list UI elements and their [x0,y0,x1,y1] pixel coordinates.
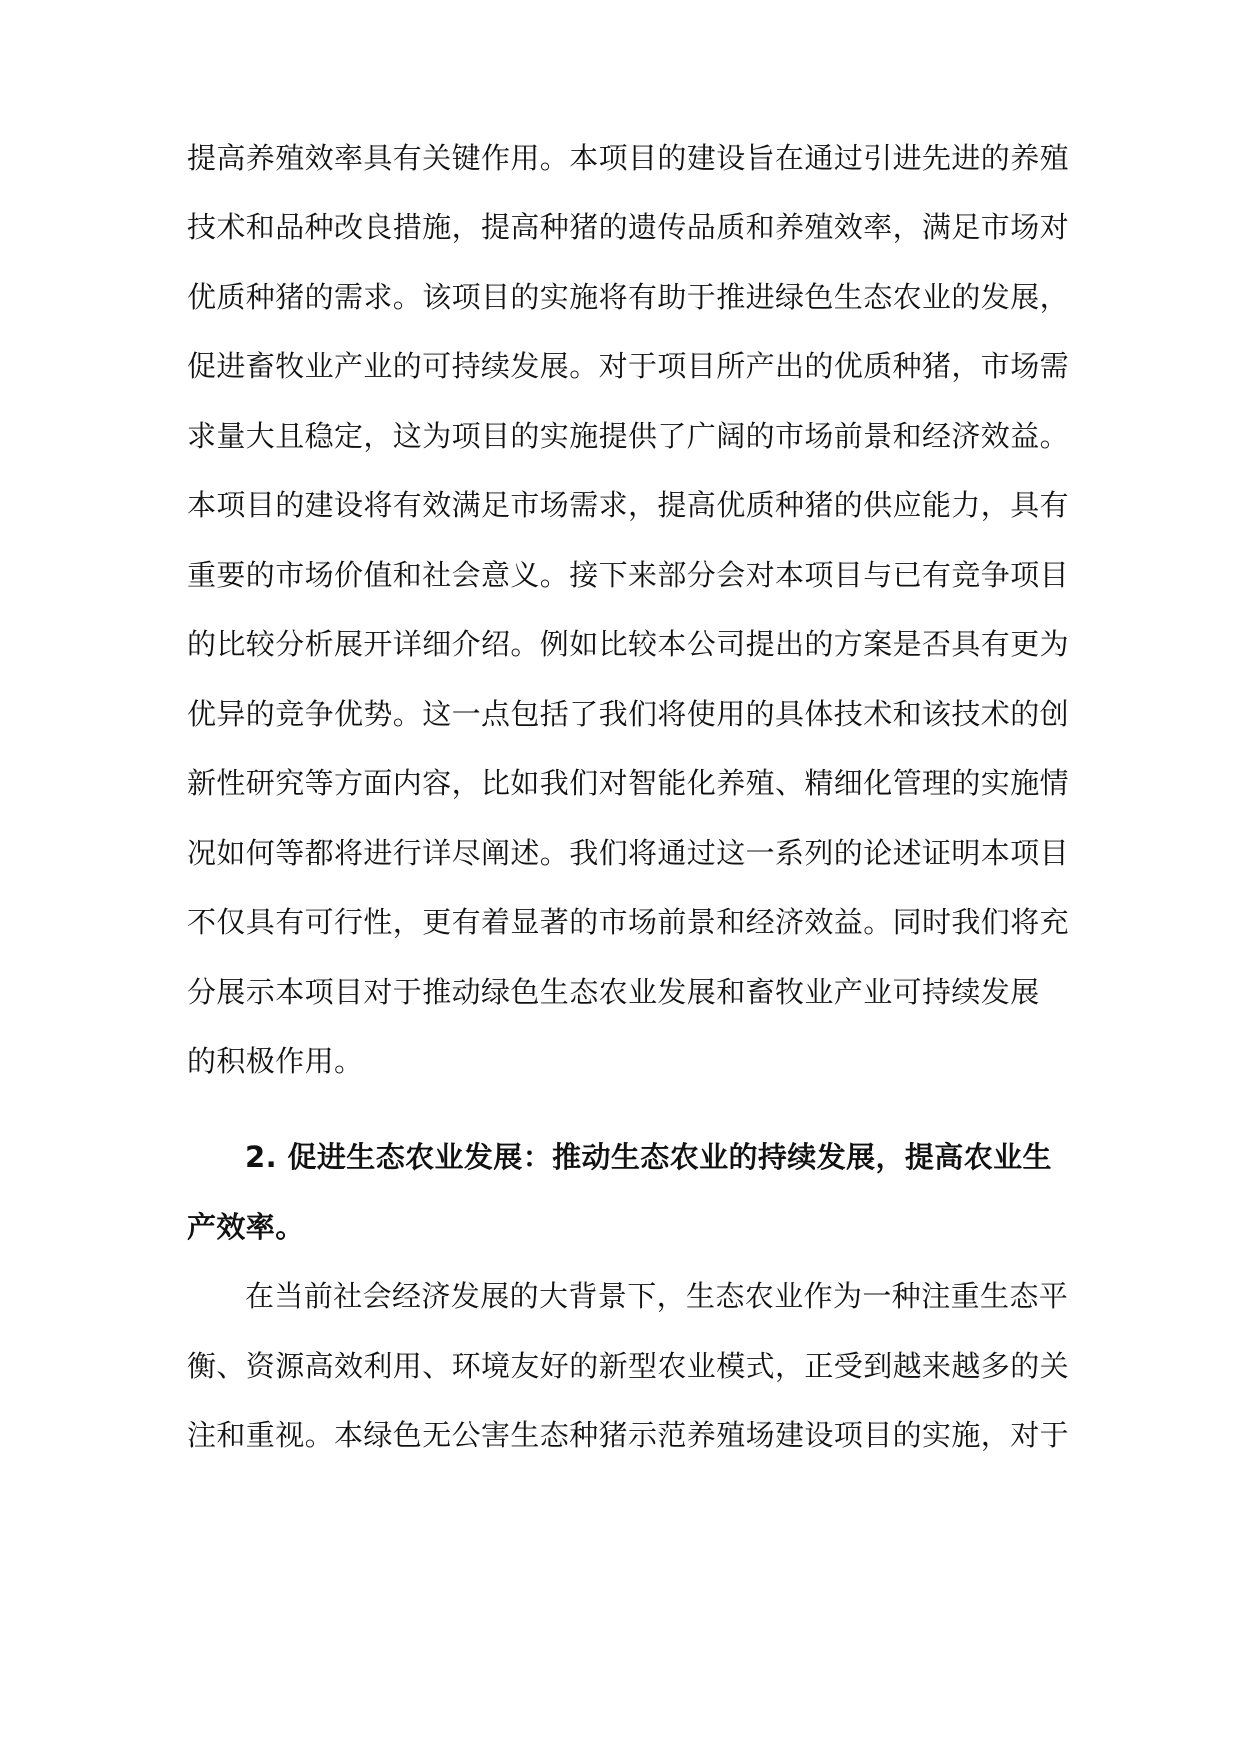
paragraph1-line-13: 分展示本项目对于推动绿色生态农业发展和畜牧业产业可持续发展 [187,975,1040,1009]
paragraph1-line-12: 不仅具有可行性，更有着显著的市场前景和经济效益。同时我们将充 [187,905,1070,939]
paragraph1-line-8: 的比较分析展开详细介绍。例如比较本公司提出的方案是否具有更为 [187,627,1070,661]
paragraph1-line-2: 技术和品种改良措施，提高种猪的遗传品质和养殖效率，满足市场对 [187,210,1070,244]
paragraph2-line-2: 衡、资源高效利用、环境友好的新型农业模式，正受到越来越多的关 [187,1349,1070,1383]
paragraph2-line-1: 在当前社会经济发展的大背景下，生态农业作为一种注重生态平 [245,1279,1069,1313]
paragraph1-line-10: 新性研究等方面内容，比如我们对智能化养殖、精细化管理的实施情 [187,766,1070,800]
section-heading-line-2: 产效率。 [187,1210,305,1244]
paragraph1-line-5: 求量大且稳定，这为项目的实施提供了广阔的市场前景和经济效益。 [187,419,1070,453]
paragraph1-line-4: 促进畜牧业产业的可持续发展。对于项目所产出的优质种猪，市场需 [187,349,1070,383]
paragraph1-line-6: 本项目的建设将有效满足市场需求，提高优质种猪的供应能力，具有 [187,488,1070,522]
paragraph1-line-7: 重要的市场价值和社会意义。接下来部分会对本项目与已有竞争项目 [187,558,1070,592]
paragraph1-line-1: 提高养殖效率具有关键作用。本项目的建设旨在通过引进先进的养殖 [187,141,1070,175]
section-heading-line-1: 2. 促进生态农业发展：推动生态农业的持续发展，提高农业生 [245,1140,1052,1174]
paragraph1-line-14: 的积极作用。 [187,1044,364,1078]
paragraph1-line-9: 优异的竞争优势。这一点包括了我们将使用的具体技术和该技术的创 [187,697,1070,731]
paragraph1-line-11: 况如何等都将进行详尽阐述。我们将通过这一系列的论述证明本项目 [187,836,1070,870]
paragraph2-line-3: 注和重视。本绿色无公害生态种猪示范养殖场建设项目的实施，对于 [187,1418,1070,1452]
paragraph1-line-3: 优质种猪的需求。该项目的实施将有助于推进绿色生态农业的发展， [187,280,1070,314]
